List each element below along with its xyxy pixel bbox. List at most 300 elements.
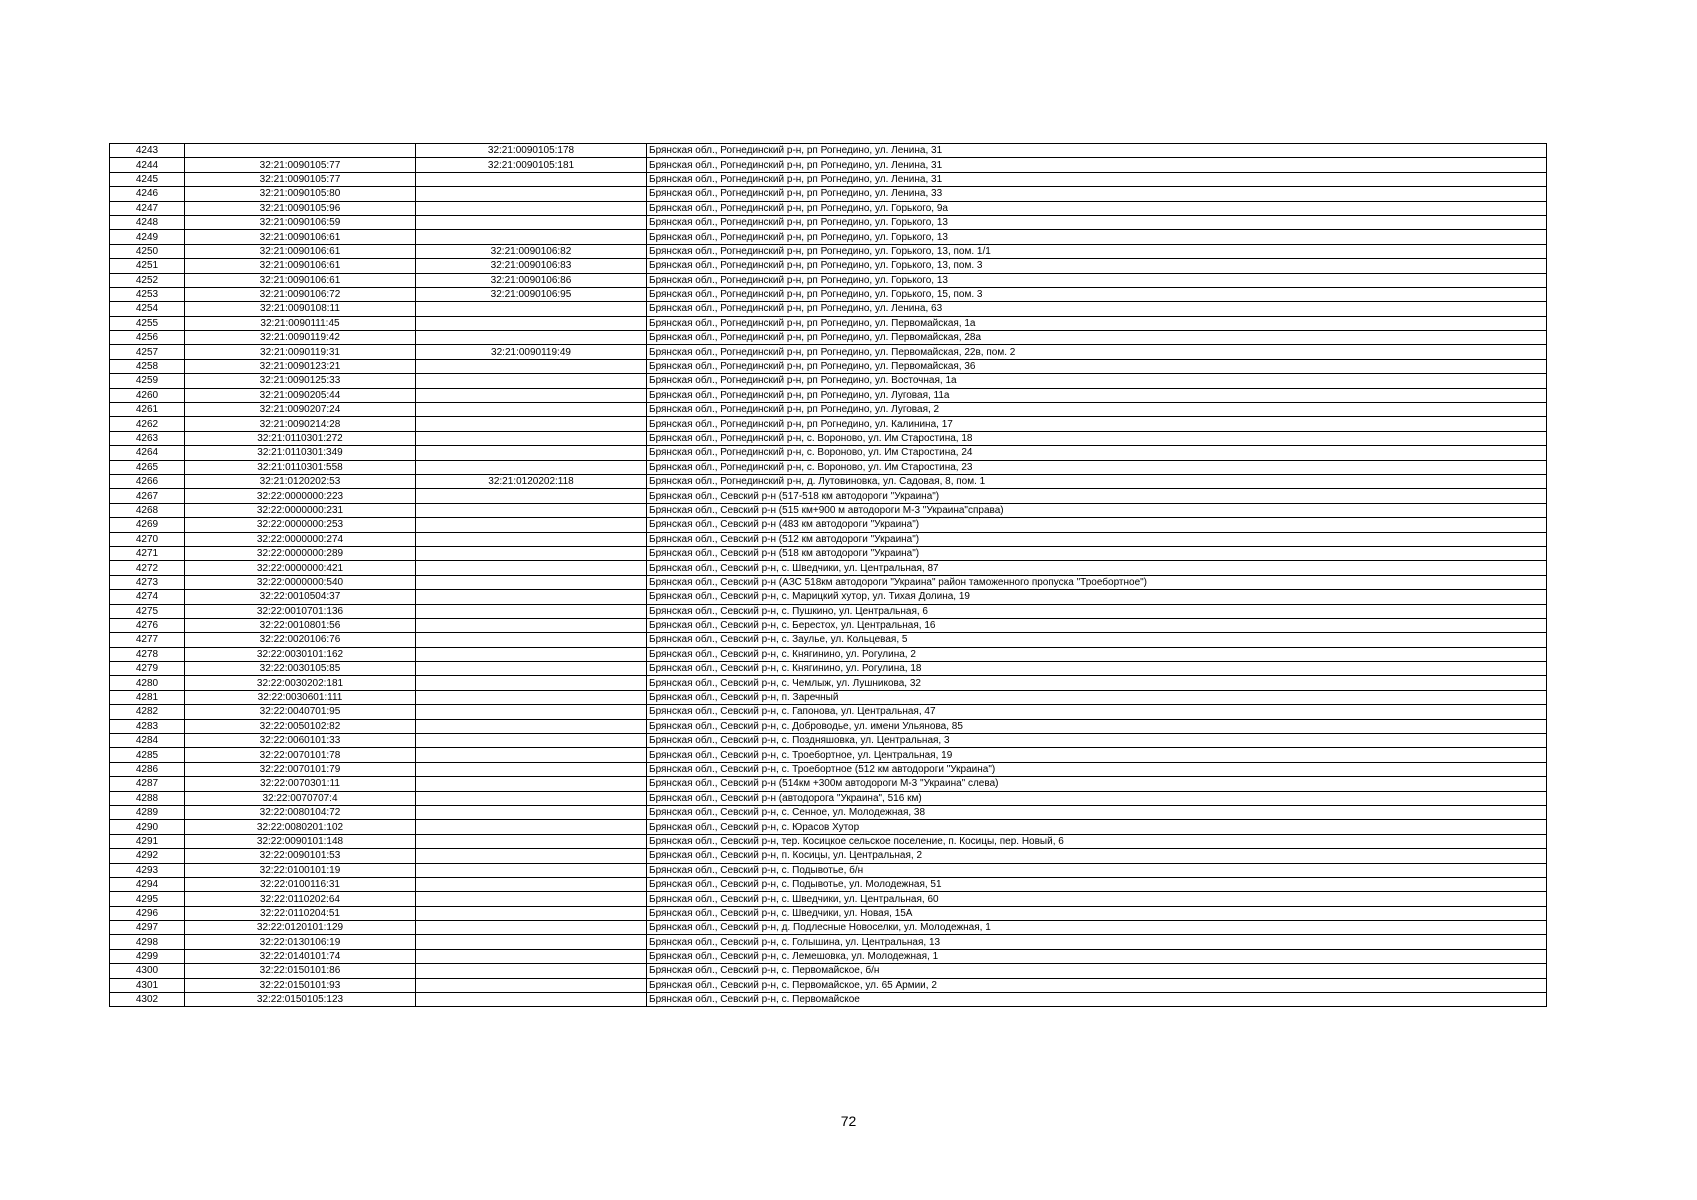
table-row [110, 719, 1547, 733]
related-cadastral-number-cell [416, 518, 647, 532]
related-cadastral-number-cell [416, 719, 647, 733]
row-number-cell: 4283 [110, 719, 185, 733]
related-cadastral-number-cell [416, 949, 647, 963]
registry-table-body [110, 144, 1547, 1007]
table-row [110, 921, 1547, 935]
table-row [110, 388, 1547, 402]
related-cadastral-number-cell [416, 964, 647, 978]
table-row [110, 403, 1547, 417]
table-row [110, 187, 1547, 201]
page-number: 72 [840, 1113, 857, 1129]
table-row [110, 762, 1547, 776]
table-row [110, 877, 1547, 891]
cadastral-number-cell: 32:21:0090105:80 [185, 187, 416, 201]
row-number-cell: 4278 [110, 647, 185, 661]
address-cell: Брянская обл., Севский р-н, с. Гапонова, ул. Центральная, 47 [647, 705, 1547, 719]
cadastral-number-cell: 32:22:0000000:540 [185, 575, 416, 589]
row-number-cell: 4262 [110, 417, 185, 431]
row-number-cell: 4253 [110, 287, 185, 301]
address-cell: Брянская обл., Рогнединский р-н, с. Вороново, ул. Им Старостина, 23 [647, 460, 1547, 474]
address-cell: Брянская обл., Рогнединский р-н, рп Рогнедино, ул. Ленина, 33 [647, 187, 1547, 201]
address-cell: Брянская обл., Рогнединский р-н, рп Рогнедино, ул. Горького, 13 [647, 230, 1547, 244]
cadastral-number-cell: 32:22:0070707:4 [185, 791, 416, 805]
cadastral-number-cell: 32:21:0090106:61 [185, 273, 416, 287]
related-cadastral-number-cell [416, 762, 647, 776]
table-row [110, 503, 1547, 517]
row-number-cell: 4258 [110, 359, 185, 373]
address-cell: Брянская обл., Севский р-н, с. Заулье, ул. Кольцевая, 5 [647, 633, 1547, 647]
related-cadastral-number-cell [416, 575, 647, 589]
table-row [110, 374, 1547, 388]
table-row [110, 633, 1547, 647]
cadastral-number-cell: 32:22:0010504:37 [185, 590, 416, 604]
row-number-cell: 4247 [110, 201, 185, 215]
cadastral-number-cell: 32:22:0090101:53 [185, 849, 416, 863]
table-row [110, 359, 1547, 373]
cadastral-number-cell: 32:21:0120202:53 [185, 474, 416, 488]
cadastral-number-cell: 32:21:0090123:21 [185, 359, 416, 373]
related-cadastral-number-cell [416, 590, 647, 604]
row-number-cell: 4250 [110, 244, 185, 258]
row-number-cell: 4264 [110, 446, 185, 460]
cadastral-number-cell: 32:22:0100116:31 [185, 877, 416, 891]
cadastral-number-cell: 32:22:0080201:102 [185, 820, 416, 834]
address-cell: Брянская обл., Рогнединский р-н, рп Рогнедино, ул. Первомайская, 1а [647, 316, 1547, 330]
row-number-cell: 4281 [110, 690, 185, 704]
related-cadastral-number-cell [416, 906, 647, 920]
row-number-cell: 4248 [110, 215, 185, 229]
address-cell: Брянская обл., Рогнединский р-н, рп Рогнедино, ул. Ленина, 31 [647, 158, 1547, 172]
table-row [110, 201, 1547, 215]
address-cell: Брянская обл., Рогнединский р-н, рп Рогнедино, ул. Ленина, 63 [647, 302, 1547, 316]
row-number-cell: 4252 [110, 273, 185, 287]
row-number-cell: 4291 [110, 834, 185, 848]
address-cell: Брянская обл., Севский р-н, с. Подывотье, б/н [647, 863, 1547, 877]
cadastral-number-cell: 32:22:0000000:223 [185, 489, 416, 503]
row-number-cell: 4280 [110, 676, 185, 690]
table-row [110, 863, 1547, 877]
table-row [110, 244, 1547, 258]
address-cell: Брянская обл., Рогнединский р-н, рп Рогнедино, ул. Ленина, 31 [647, 144, 1547, 158]
address-cell: Брянская обл., Рогнединский р-н, рп Рогнедино, ул. Горького, 13 [647, 273, 1547, 287]
address-cell: Брянская обл., Севский р-н, с. Шведчики, ул. Центральная, 60 [647, 892, 1547, 906]
table-row [110, 316, 1547, 330]
related-cadastral-number-cell [416, 676, 647, 690]
table-row [110, 532, 1547, 546]
table-row [110, 820, 1547, 834]
cadastral-number-cell: 32:22:0050102:82 [185, 719, 416, 733]
cadastral-number-cell: 32:21:0090111:45 [185, 316, 416, 330]
table-row [110, 662, 1547, 676]
cadastral-number-cell: 32:22:0150105:123 [185, 993, 416, 1007]
cadastral-number-cell: 32:22:0010801:56 [185, 618, 416, 632]
address-cell: Брянская обл., Севский р-н (автодорога "Украина", 516 км) [647, 791, 1547, 805]
address-cell: Брянская обл., Севский р-н (АЗС 518км автодороги "Украина" район таможенного пропуска "Троебортное") [647, 575, 1547, 589]
row-number-cell: 4268 [110, 503, 185, 517]
cadastral-number-cell: 32:21:0090106:61 [185, 230, 416, 244]
related-cadastral-number-cell [416, 993, 647, 1007]
address-cell: Брянская обл., Севский р-н, с. Поздняшовка, ул. Центральная, 3 [647, 734, 1547, 748]
row-number-cell: 4257 [110, 345, 185, 359]
row-number-cell: 4296 [110, 906, 185, 920]
table-row [110, 791, 1547, 805]
address-cell: Брянская обл., Рогнединский р-н, рп Рогнедино, ул. Горького, 9а [647, 201, 1547, 215]
cadastral-number-cell: 32:22:0020106:76 [185, 633, 416, 647]
table-row [110, 892, 1547, 906]
cadastral-number-cell: 32:21:0090207:24 [185, 403, 416, 417]
row-number-cell: 4266 [110, 474, 185, 488]
related-cadastral-number-cell [416, 877, 647, 891]
cadastral-number-cell: 32:22:0000000:253 [185, 518, 416, 532]
address-cell: Брянская обл., Севский р-н, с. Княгинино, ул. Рогулина, 2 [647, 647, 1547, 661]
related-cadastral-number-cell [416, 892, 647, 906]
row-number-cell: 4244 [110, 158, 185, 172]
row-number-cell: 4299 [110, 949, 185, 963]
address-cell: Брянская обл., Севский р-н, с. Пушкино, ул. Центральная, 6 [647, 604, 1547, 618]
table-row [110, 949, 1547, 963]
related-cadastral-number-cell [416, 489, 647, 503]
cadastral-number-cell: 32:21:0090106:61 [185, 259, 416, 273]
table-row [110, 906, 1547, 920]
row-number-cell: 4297 [110, 921, 185, 935]
row-number-cell: 4292 [110, 849, 185, 863]
address-cell: Брянская обл., Рогнединский р-н, рп Рогнедино, ул. Горького, 13 [647, 215, 1547, 229]
table-row [110, 935, 1547, 949]
table-row [110, 805, 1547, 819]
address-cell: Брянская обл., Севский р-н, с. Первомайское, б/н [647, 964, 1547, 978]
row-number-cell: 4301 [110, 978, 185, 992]
cadastral-number-cell: 32:22:0000000:274 [185, 532, 416, 546]
related-cadastral-number-cell [416, 172, 647, 186]
address-cell: Брянская обл., Севский р-н, с. Сенное, ул. Молодежная, 38 [647, 805, 1547, 819]
address-cell: Брянская обл., Рогнединский р-н, рп Рогнедино, ул. Первомайская, 28а [647, 331, 1547, 345]
table-row [110, 474, 1547, 488]
related-cadastral-number-cell [416, 978, 647, 992]
cadastral-number-cell [185, 144, 416, 158]
related-cadastral-number-cell [416, 863, 647, 877]
cadastral-number-cell: 32:21:0090106:59 [185, 215, 416, 229]
row-number-cell: 4246 [110, 187, 185, 201]
registry-table [109, 143, 1547, 1007]
row-number-cell: 4295 [110, 892, 185, 906]
row-number-cell: 4298 [110, 935, 185, 949]
row-number-cell: 4277 [110, 633, 185, 647]
related-cadastral-number-cell [416, 359, 647, 373]
table-row [110, 230, 1547, 244]
row-number-cell: 4288 [110, 791, 185, 805]
related-cadastral-number-cell [416, 417, 647, 431]
row-number-cell: 4279 [110, 662, 185, 676]
row-number-cell: 4255 [110, 316, 185, 330]
related-cadastral-number-cell [416, 230, 647, 244]
address-cell: Брянская обл., Рогнединский р-н, рп Рогнедино, ул. Восточная, 1а [647, 374, 1547, 388]
address-cell: Брянская обл., Севский р-н, с. Берестох, ул. Центральная, 16 [647, 618, 1547, 632]
table-row [110, 978, 1547, 992]
table-row [110, 993, 1547, 1007]
related-cadastral-number-cell: 32:21:0090106:83 [416, 259, 647, 273]
cadastral-number-cell: 32:22:0080104:72 [185, 805, 416, 819]
cadastral-number-cell: 32:21:0090105:77 [185, 172, 416, 186]
row-number-cell: 4273 [110, 575, 185, 589]
table-row [110, 676, 1547, 690]
related-cadastral-number-cell [416, 734, 647, 748]
related-cadastral-number-cell [416, 388, 647, 402]
row-number-cell: 4269 [110, 518, 185, 532]
address-cell: Брянская обл., Севский р-н (518 км автодороги "Украина") [647, 546, 1547, 560]
related-cadastral-number-cell [416, 921, 647, 935]
table-row [110, 705, 1547, 719]
related-cadastral-number-cell [416, 662, 647, 676]
row-number-cell: 4261 [110, 403, 185, 417]
address-cell: Брянская обл., Севский р-н (515 км+900 м автодороги М-3 "Украина"справа) [647, 503, 1547, 517]
table-row [110, 518, 1547, 532]
cadastral-number-cell: 32:22:0070101:78 [185, 748, 416, 762]
related-cadastral-number-cell [416, 460, 647, 474]
row-number-cell: 4285 [110, 748, 185, 762]
row-number-cell: 4251 [110, 259, 185, 273]
related-cadastral-number-cell [416, 791, 647, 805]
address-cell: Брянская обл., Севский р-н, д. Подлесные Новоселки, ул. Молодежная, 1 [647, 921, 1547, 935]
table-row [110, 417, 1547, 431]
address-cell: Брянская обл., Севский р-н, с. Юрасов Хутор [647, 820, 1547, 834]
row-number-cell: 4260 [110, 388, 185, 402]
row-number-cell: 4286 [110, 762, 185, 776]
table-row [110, 834, 1547, 848]
address-cell: Брянская обл., Севский р-н, с. Княгинино, ул. Рогулина, 18 [647, 662, 1547, 676]
table-row [110, 734, 1547, 748]
related-cadastral-number-cell [416, 316, 647, 330]
row-number-cell: 4270 [110, 532, 185, 546]
cadastral-number-cell: 32:22:0040701:95 [185, 705, 416, 719]
row-number-cell: 4272 [110, 561, 185, 575]
row-number-cell: 4254 [110, 302, 185, 316]
row-number-cell: 4287 [110, 777, 185, 791]
related-cadastral-number-cell [416, 705, 647, 719]
table-row [110, 964, 1547, 978]
row-number-cell: 4265 [110, 460, 185, 474]
cadastral-number-cell: 32:21:0090106:61 [185, 244, 416, 258]
related-cadastral-number-cell [416, 546, 647, 560]
row-number-cell: 4275 [110, 604, 185, 618]
related-cadastral-number-cell: 32:21:0090105:178 [416, 144, 647, 158]
table-row [110, 748, 1547, 762]
cadastral-number-cell: 32:22:0030101:162 [185, 647, 416, 661]
table-row [110, 849, 1547, 863]
address-cell: Брянская обл., Севский р-н, с. Лемешовка, ул. Молодежная, 1 [647, 949, 1547, 963]
cadastral-number-cell: 32:21:0090106:72 [185, 287, 416, 301]
address-cell: Брянская обл., Рогнединский р-н, рп Рогнедино, ул. Луговая, 11а [647, 388, 1547, 402]
table-row [110, 302, 1547, 316]
row-number-cell: 4245 [110, 172, 185, 186]
table-row [110, 561, 1547, 575]
related-cadastral-number-cell: 32:21:0120202:118 [416, 474, 647, 488]
address-cell: Брянская обл., Севский р-н, с. Троебортное, ул. Центральная, 19 [647, 748, 1547, 762]
row-number-cell: 4289 [110, 805, 185, 819]
related-cadastral-number-cell [416, 647, 647, 661]
related-cadastral-number-cell: 32:21:0090105:181 [416, 158, 647, 172]
address-cell: Брянская обл., Севский р-н, с. Голышина, ул. Центральная, 13 [647, 935, 1547, 949]
row-number-cell: 4294 [110, 877, 185, 891]
address-cell: Брянская обл., Рогнединский р-н, рп Рогнедино, ул. Горького, 15, пом. 3 [647, 287, 1547, 301]
row-number-cell: 4271 [110, 546, 185, 560]
related-cadastral-number-cell [416, 331, 647, 345]
related-cadastral-number-cell: 32:21:0090106:86 [416, 273, 647, 287]
row-number-cell: 4263 [110, 431, 185, 445]
address-cell: Брянская обл., Рогнединский р-н, рп Рогнедино, ул. Луговая, 2 [647, 403, 1547, 417]
related-cadastral-number-cell [416, 403, 647, 417]
cadastral-number-cell: 32:22:0100101:19 [185, 863, 416, 877]
address-cell: Брянская обл., Севский р-н, с. Шведчики, ул. Новая, 15А [647, 906, 1547, 920]
related-cadastral-number-cell [416, 748, 647, 762]
cadastral-number-cell: 32:22:0010701:136 [185, 604, 416, 618]
table-row [110, 172, 1547, 186]
cadastral-number-cell: 32:22:0070101:79 [185, 762, 416, 776]
cadastral-number-cell: 32:22:0130106:19 [185, 935, 416, 949]
address-cell: Брянская обл., Севский р-н (517-518 км автодороги "Украина") [647, 489, 1547, 503]
address-cell: Брянская обл., Рогнединский р-н, рп Рогнедино, ул. Калинина, 17 [647, 417, 1547, 431]
cadastral-number-cell: 32:22:0070301:11 [185, 777, 416, 791]
address-cell: Брянская обл., Севский р-н, п. Заречный [647, 690, 1547, 704]
related-cadastral-number-cell [416, 834, 647, 848]
address-cell: Брянская обл., Севский р-н, п. Косицы, ул. Центральная, 2 [647, 849, 1547, 863]
related-cadastral-number-cell [416, 805, 647, 819]
cadastral-number-cell: 32:21:0110301:349 [185, 446, 416, 460]
address-cell: Брянская обл., Рогнединский р-н, рп Рогнедино, ул. Первомайская, 22в, пом. 2 [647, 345, 1547, 359]
row-number-cell: 4300 [110, 964, 185, 978]
cadastral-number-cell: 32:22:0110202:64 [185, 892, 416, 906]
address-cell: Брянская обл., Севский р-н (514км +300м автодороги М-3 "Украина" слева) [647, 777, 1547, 791]
row-number-cell: 4282 [110, 705, 185, 719]
related-cadastral-number-cell [416, 618, 647, 632]
cadastral-number-cell: 32:22:0030202:181 [185, 676, 416, 690]
cadastral-number-cell: 32:22:0000000:289 [185, 546, 416, 560]
related-cadastral-number-cell [416, 201, 647, 215]
cadastral-number-cell: 32:22:0140101:74 [185, 949, 416, 963]
table-row [110, 446, 1547, 460]
table-row [110, 158, 1547, 172]
row-number-cell: 4302 [110, 993, 185, 1007]
row-number-cell: 4259 [110, 374, 185, 388]
related-cadastral-number-cell: 32:21:0090119:49 [416, 345, 647, 359]
row-number-cell: 4276 [110, 618, 185, 632]
address-cell: Брянская обл., Севский р-н, с. Подывотье, ул. Молодежная, 51 [647, 877, 1547, 891]
table-row [110, 777, 1547, 791]
address-cell: Брянская обл., Севский р-н (512 км автодороги "Украина") [647, 532, 1547, 546]
table-row [110, 287, 1547, 301]
table-row [110, 690, 1547, 704]
cadastral-number-cell: 32:21:0090119:31 [185, 345, 416, 359]
row-number-cell: 4284 [110, 734, 185, 748]
address-cell: Брянская обл., Севский р-н, с. Шведчики, ул. Центральная, 87 [647, 561, 1547, 575]
address-cell: Брянская обл., Рогнединский р-н, д. Лутовиновка, ул. Садовая, 8, пом. 1 [647, 474, 1547, 488]
table-row [110, 331, 1547, 345]
related-cadastral-number-cell [416, 302, 647, 316]
cadastral-number-cell: 32:22:0030105:85 [185, 662, 416, 676]
address-cell: Брянская обл., Севский р-н, с. Троебортное (512 км автодороги "Украина") [647, 762, 1547, 776]
table-row [110, 647, 1547, 661]
row-number-cell: 4290 [110, 820, 185, 834]
cadastral-number-cell: 32:22:0000000:231 [185, 503, 416, 517]
table-row [110, 575, 1547, 589]
table-row [110, 273, 1547, 287]
row-number-cell: 4256 [110, 331, 185, 345]
address-cell: Брянская обл., Севский р-н, с. Доброводье, ул. имени Ульянова, 85 [647, 719, 1547, 733]
cadastral-number-cell: 32:22:0120101:129 [185, 921, 416, 935]
address-cell: Брянская обл., Рогнединский р-н, рп Рогнедино, ул. Ленина, 31 [647, 172, 1547, 186]
cadastral-number-cell: 32:22:0110204:51 [185, 906, 416, 920]
row-number-cell: 4293 [110, 863, 185, 877]
related-cadastral-number-cell [416, 633, 647, 647]
cadastral-number-cell: 32:22:0030601:111 [185, 690, 416, 704]
table-row [110, 345, 1547, 359]
cadastral-number-cell: 32:22:0150101:93 [185, 978, 416, 992]
related-cadastral-number-cell [416, 561, 647, 575]
related-cadastral-number-cell [416, 777, 647, 791]
table-row [110, 489, 1547, 503]
table-row [110, 431, 1547, 445]
related-cadastral-number-cell [416, 431, 647, 445]
cadastral-number-cell: 32:21:0090119:42 [185, 331, 416, 345]
related-cadastral-number-cell: 32:21:0090106:95 [416, 287, 647, 301]
table-row [110, 460, 1547, 474]
related-cadastral-number-cell [416, 446, 647, 460]
cadastral-number-cell: 32:22:0150101:86 [185, 964, 416, 978]
address-cell: Брянская обл., Севский р-н, с. Чемлыж, ул. Лушникова, 32 [647, 676, 1547, 690]
related-cadastral-number-cell [416, 604, 647, 618]
address-cell: Брянская обл., Рогнединский р-н, рп Рогнедино, ул. Первомайская, 36 [647, 359, 1547, 373]
related-cadastral-number-cell [416, 532, 647, 546]
cadastral-number-cell: 32:21:0090108:11 [185, 302, 416, 316]
related-cadastral-number-cell [416, 215, 647, 229]
related-cadastral-number-cell [416, 187, 647, 201]
related-cadastral-number-cell [416, 374, 647, 388]
cadastral-number-cell: 32:21:0090125:33 [185, 374, 416, 388]
address-cell: Брянская обл., Рогнединский р-н, рп Рогнедино, ул. Горького, 13, пом. 1/1 [647, 244, 1547, 258]
table-row [110, 618, 1547, 632]
address-cell: Брянская обл., Севский р-н, тер. Косицкое сельское поселение, п. Косицы, пер. Новый, 6 [647, 834, 1547, 848]
related-cadastral-number-cell: 32:21:0090106:82 [416, 244, 647, 258]
related-cadastral-number-cell [416, 503, 647, 517]
cadastral-number-cell: 32:21:0090205:44 [185, 388, 416, 402]
address-cell: Брянская обл., Рогнединский р-н, рп Рогнедино, ул. Горького, 13, пом. 3 [647, 259, 1547, 273]
table-row [110, 259, 1547, 273]
cadastral-number-cell: 32:21:0090214:28 [185, 417, 416, 431]
table-row [110, 604, 1547, 618]
table-row [110, 144, 1547, 158]
address-cell: Брянская обл., Рогнединский р-н, с. Вороново, ул. Им Старостина, 24 [647, 446, 1547, 460]
cadastral-number-cell: 32:21:0090105:96 [185, 201, 416, 215]
row-number-cell: 4274 [110, 590, 185, 604]
address-cell: Брянская обл., Севский р-н, с. Марицкий хутор, ул. Тихая Долина, 19 [647, 590, 1547, 604]
cadastral-number-cell: 32:22:0090101:148 [185, 834, 416, 848]
cadastral-number-cell: 32:21:0110301:558 [185, 460, 416, 474]
row-number-cell: 4267 [110, 489, 185, 503]
table-row [110, 590, 1547, 604]
table-row [110, 215, 1547, 229]
cadastral-number-cell: 32:21:0090105:77 [185, 158, 416, 172]
cadastral-number-cell: 32:22:0000000:421 [185, 561, 416, 575]
related-cadastral-number-cell [416, 820, 647, 834]
address-cell: Брянская обл., Рогнединский р-н, с. Вороново, ул. Им Старостина, 18 [647, 431, 1547, 445]
related-cadastral-number-cell [416, 849, 647, 863]
row-number-cell: 4243 [110, 144, 185, 158]
cadastral-number-cell: 32:22:0060101:33 [185, 734, 416, 748]
row-number-cell: 4249 [110, 230, 185, 244]
address-cell: Брянская обл., Севский р-н, с. Первомайское, ул. 65 Армии, 2 [647, 978, 1547, 992]
address-cell: Брянская обл., Севский р-н (483 км автодороги "Украина") [647, 518, 1547, 532]
cadastral-number-cell: 32:21:0110301:272 [185, 431, 416, 445]
related-cadastral-number-cell [416, 690, 647, 704]
